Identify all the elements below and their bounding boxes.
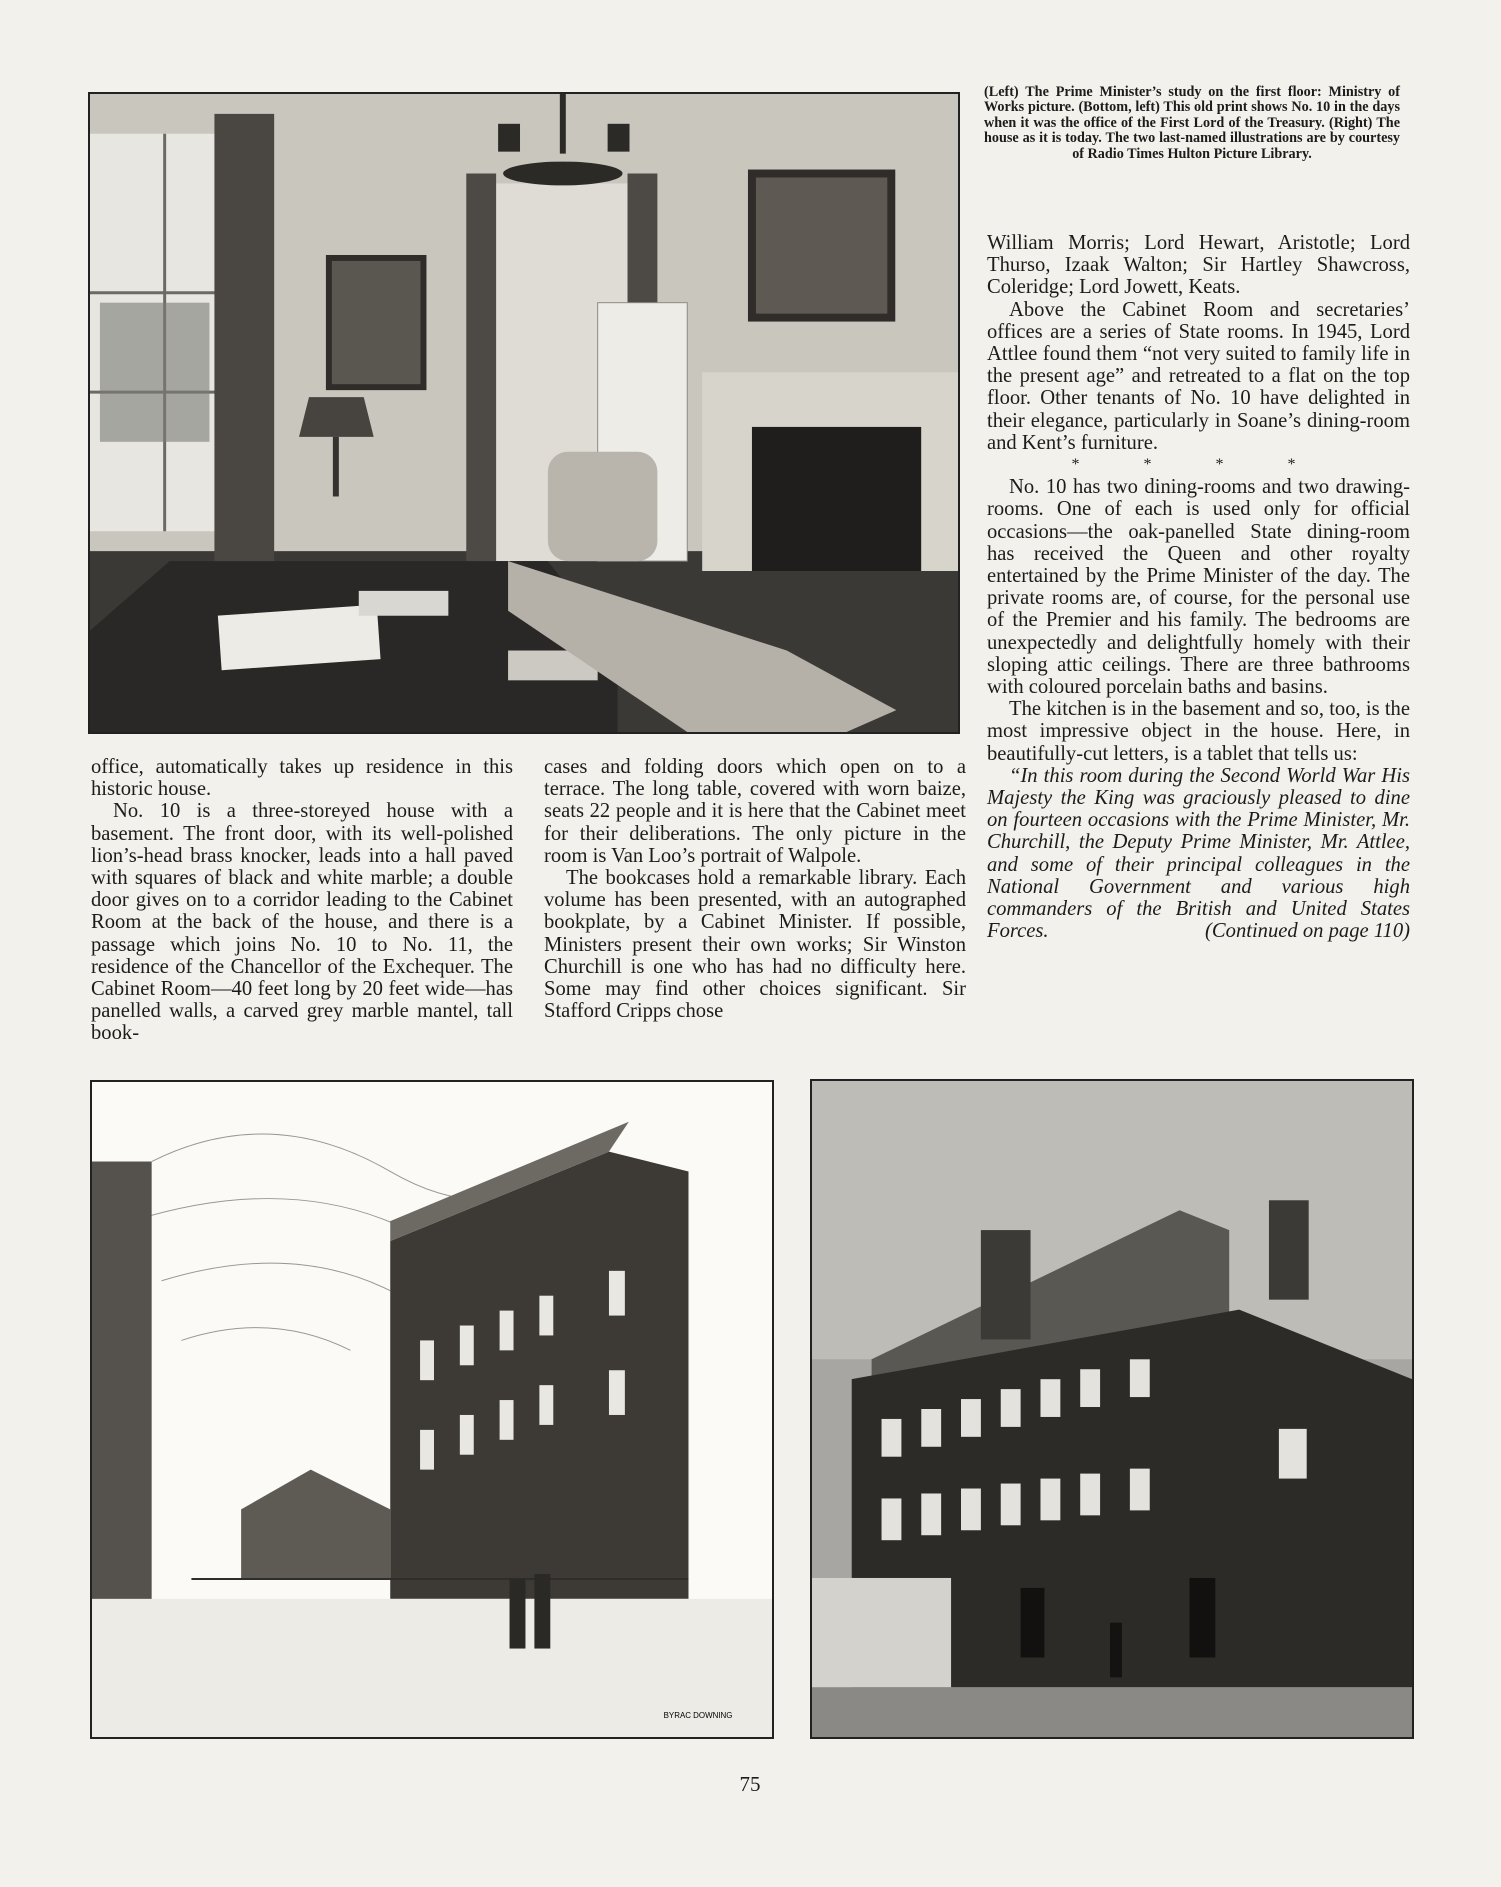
paragraph: The bookcases hold a remarkable library. Each volume has been presented, with an autographed bookplate, by a Cabinet Minister. If possible, Ministers present their own works; Sir Winston Churchill is one who has had no difficulty here. Some may find other choices significant. Sir Stafford Cripps chose: [544, 867, 966, 1023]
paragraph: No. 10 is a three-storeyed house with a basement. The front door, with its well-polished lion’s-head brass knocker, leads into a hall paved with squares of black and white marble; a double door gives on to a corridor leading to the Cabinet Room at the back of the house, and there is a passage which joins No. 10 to No. 11, the residence of the Chancellor of the Exchequer. The Cabinet Room—40 feet long by 20 feet wide—has panelled walls, a carved grey marble mantel, tall book-: [91, 800, 513, 1045]
house-today-photograph: [810, 1079, 1414, 1739]
paragraph: office, automatically takes up residence in this historic house.: [91, 756, 513, 801]
continued-note: (Continued on page 110): [1205, 920, 1410, 943]
right-column-top: [987, 232, 1410, 943]
paragraph: The kitchen is in the basement and so, too, is the most impressive object in the house. Here, in beautifully-cut letters, is a tablet that tells us:: [987, 698, 1410, 765]
section-separator: * * * *: [1071, 456, 1326, 474]
print-signature: BYRAC DOWNING: [663, 1711, 733, 1721]
paragraph: No. 10 has two dining-rooms and two drawing-rooms. One of each is used only for official occasions—the oak-panelled State dining-room has received the Queen and other royalty entertained by the Prime Minister of the day. The private rooms are, of course, for the personal use of the Premier and his family. The bedrooms are unexpectedly and delightfully homely with their sloping attic ceilings. There are three bathrooms with coloured porcelain baths and basins.: [987, 476, 1410, 699]
paragraph: cases and folding doors which open on to a terrace. The long table, covered with worn baize, seats 22 people and it is here that the Cabinet meet for their deliberations. The only picture in the room is Van Loo’s portrait of Walpole.: [544, 756, 966, 867]
study-photograph: [88, 92, 960, 734]
middle-column: [544, 756, 966, 1022]
left-column: [91, 756, 513, 1045]
paragraph: William Morris; Lord Hewart, Aristotle; Lord Thurso, Izaak Walton; Sir Hartley Shawcross, Coleridge; Lord Jowett, Keats.: [987, 232, 1410, 299]
page-number: 75: [739, 1772, 761, 1796]
old-print-illustration: [90, 1080, 774, 1739]
tablet-quote: [987, 765, 1410, 943]
quote-text: “In this room during the Second World War His Majesty the King was graciously pleased to dine on fourteen occasions with the Prime Minister, Mr. Churchill, the Deputy Prime Minister, Mr. Attlee, and some of their principal colleagues in the National Government and various high commanders of the British and United States Forces.: [987, 764, 1410, 943]
photo-caption: (Left) The Prime Minister’s study on the first floor: Ministry of Works picture. (Bottom, left) This old print shows No. 10 in the days when it was the office of the First Lord of the Treasury. (Right) The house as it is today. The two last-named illustrations are by courtesy of Radio Times Hulton Picture Library.: [984, 84, 1400, 162]
paragraph: Above the Cabinet Room and secretaries’ offices are a series of State rooms. In 1945, Lord Attlee found them “not very suited to family life in the present age” and retreated to a flat on the top floor. Other tenants of No. 10 have delighted in their elegance, particularly in Soane’s dining-room and Kent’s furniture.: [987, 298, 1410, 454]
